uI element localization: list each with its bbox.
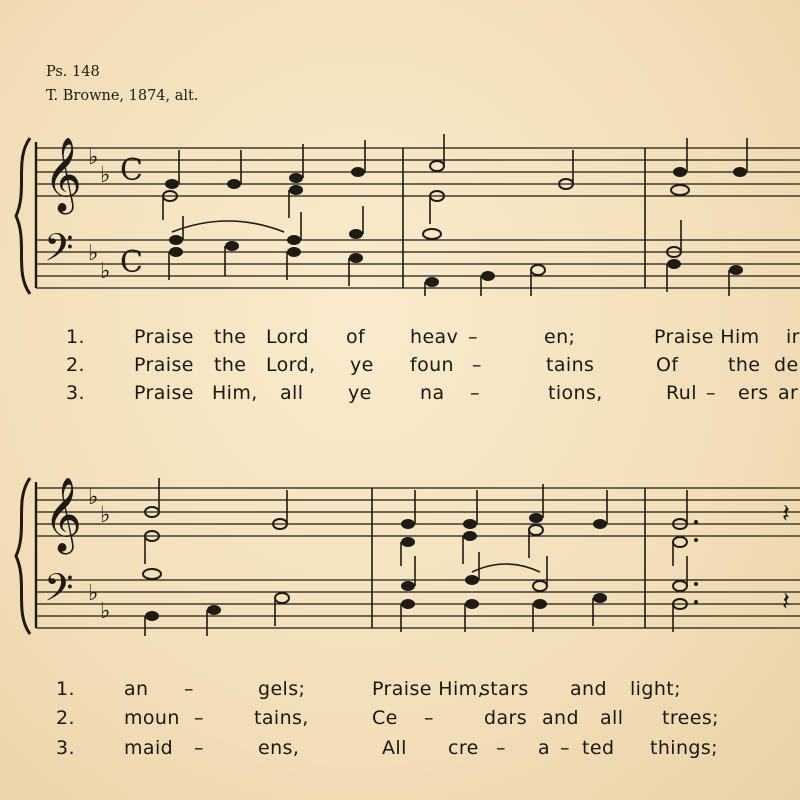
flat-icon: ♭ <box>88 581 99 606</box>
lyric-syllable: Of <box>656 354 679 376</box>
lyric-syllable: Lord <box>266 326 310 348</box>
lyric-syllable: trees; <box>662 707 719 729</box>
lyric-syllable: Rul <box>666 382 697 404</box>
lyric-syllable: – <box>470 382 480 404</box>
verse-number: 1. <box>56 678 75 700</box>
lyric-syllable: All <box>382 737 407 759</box>
lyric-syllable: moun <box>124 707 180 729</box>
flat-icon: ♭ <box>88 241 99 266</box>
lyric-syllable: things; <box>650 737 718 759</box>
lyric-syllable: Praise Him <box>654 326 760 348</box>
lyric-syllable: all <box>280 382 304 404</box>
lyric-syllable: – <box>194 707 204 729</box>
lyric-syllable: en; <box>544 326 576 348</box>
flat-icon: ♭ <box>100 163 111 188</box>
lyric-syllable: ye <box>348 382 372 404</box>
lyric-syllable: dars <box>484 707 528 729</box>
psalm-reference: Ps. 148 <box>46 64 100 80</box>
lyric-syllable: – <box>424 707 434 729</box>
verse-line <box>0 382 800 410</box>
lyric-syllable: – <box>194 737 204 759</box>
author-credit: T. Browne, 1874, alt. <box>46 88 199 104</box>
lyric-syllable: na <box>420 382 445 404</box>
lyric-syllable: Him, <box>212 382 258 404</box>
lyric-syllable: cre <box>448 737 479 759</box>
lyric-syllable: ye <box>350 354 374 376</box>
lyric-syllable: Praise Him, <box>372 678 484 700</box>
flat-icon: ♭ <box>100 259 111 284</box>
music-system-1 <box>0 120 800 310</box>
lyric-syllable: the <box>214 354 247 376</box>
lyric-syllable: – <box>496 737 506 759</box>
verse-number: 3. <box>66 382 85 404</box>
treble-clef-icon: 𝄞 <box>44 138 82 212</box>
lyric-syllable: all <box>600 707 624 729</box>
lyric-syllable: Praise <box>134 382 194 404</box>
lyric-syllable: de <box>774 354 799 376</box>
lyric-syllable: and <box>542 707 579 729</box>
treble-clef-icon: 𝄞 <box>44 478 82 552</box>
verse-number: 2. <box>56 707 75 729</box>
verse-line <box>0 707 800 735</box>
bass-clef-icon: 𝄢 <box>44 225 74 279</box>
lyric-syllable: stars <box>480 678 529 700</box>
flat-icon: ♭ <box>100 503 111 528</box>
lyric-syllable: a <box>538 737 551 759</box>
lyric-syllable: Praise <box>134 326 194 348</box>
quarter-rest-icon: 𝄽 <box>782 587 790 617</box>
quarter-rest-icon: 𝄽 <box>782 499 790 529</box>
lyric-syllable: – <box>706 382 716 404</box>
lyric-syllable: – <box>184 678 194 700</box>
verse-number: 3. <box>56 737 75 759</box>
lyric-syllable: maid <box>124 737 174 759</box>
time-signature: C <box>120 245 143 280</box>
lyric-syllable: tains <box>546 354 595 376</box>
lyric-syllable: light; <box>630 678 681 700</box>
lyric-syllable: Ce <box>372 707 398 729</box>
bass-notes <box>143 552 790 636</box>
lyric-syllable: – <box>560 737 570 759</box>
flat-icon: ♭ <box>100 599 111 624</box>
bass-staff <box>36 240 800 288</box>
verse-line <box>0 737 800 765</box>
verse-number: 1. <box>66 326 85 348</box>
lyric-syllable: of <box>346 326 366 348</box>
lyric-syllable: – <box>468 326 478 348</box>
lyric-syllable: gels; <box>258 678 306 700</box>
lyric-syllable: Praise <box>134 354 194 376</box>
treble-notes <box>145 478 790 566</box>
grand-staff-brace <box>16 138 30 294</box>
flat-icon: ♭ <box>88 145 99 170</box>
music-system-2 <box>0 460 800 650</box>
verse-line <box>0 678 800 706</box>
lyric-syllable: ens, <box>258 737 300 759</box>
lyric-syllable: ir <box>786 326 800 348</box>
lyric-syllable: an <box>124 678 149 700</box>
lyric-syllable: ers <box>738 382 769 404</box>
flat-icon: ♭ <box>88 485 99 510</box>
lyric-syllable: Lord, <box>266 354 316 376</box>
lyric-syllable: – <box>472 354 482 376</box>
verse-line <box>0 354 800 382</box>
grand-staff-brace <box>16 478 30 634</box>
lyric-syllable: tions, <box>548 382 603 404</box>
lyric-syllable: the <box>214 326 247 348</box>
verse-number: 2. <box>66 354 85 376</box>
lyric-syllable: heav <box>410 326 459 348</box>
bass-clef-icon: 𝄢 <box>44 565 74 619</box>
time-signature: C <box>120 153 143 188</box>
verse-line <box>0 326 800 354</box>
treble-staff <box>36 488 800 536</box>
lyric-syllable: tains, <box>254 707 309 729</box>
lyric-syllable: and <box>570 678 607 700</box>
lyric-syllable: the <box>728 354 761 376</box>
lyric-syllable: foun <box>410 354 454 376</box>
lyric-syllable: ar <box>778 382 799 404</box>
bass-notes <box>169 206 743 296</box>
lyric-syllable: ted <box>582 737 615 759</box>
